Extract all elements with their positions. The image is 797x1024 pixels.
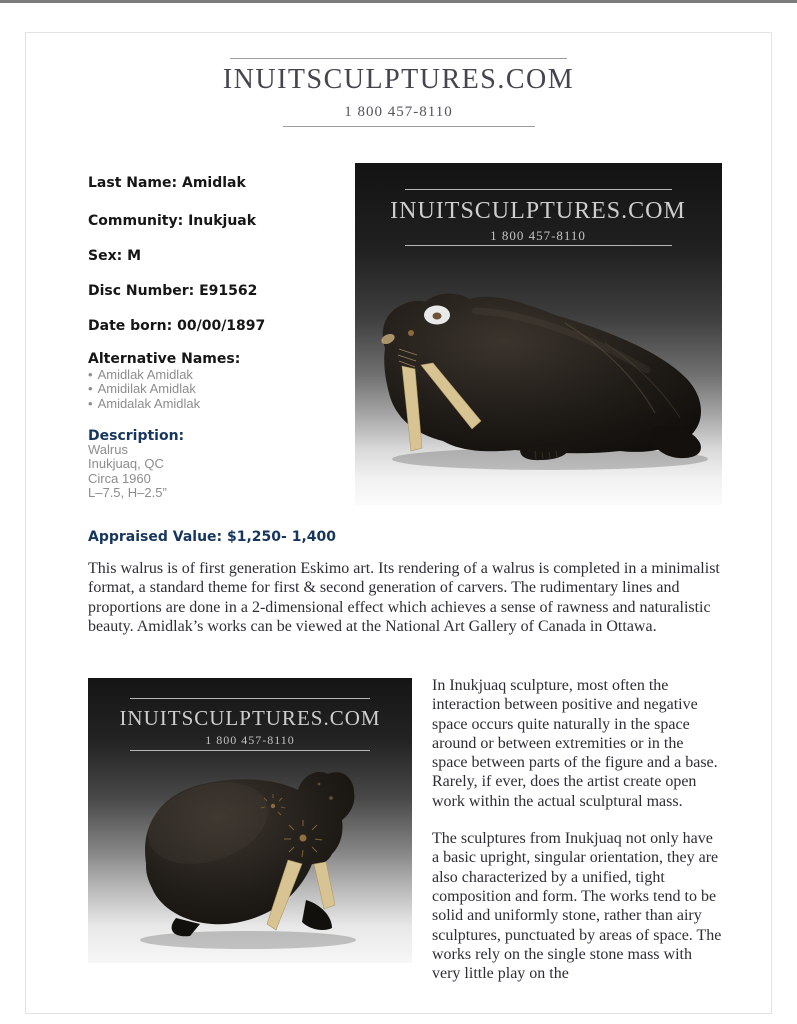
top-bar bbox=[0, 0, 797, 3]
header-rule-top bbox=[230, 58, 567, 59]
field-date-born: Date born: 00/00/1897 bbox=[88, 318, 266, 334]
bullet-marker: • bbox=[88, 395, 93, 411]
alt-names-list bbox=[88, 368, 200, 411]
secondary-photo bbox=[88, 678, 412, 963]
alt-name-text: Amidlak Amidlak bbox=[97, 367, 193, 382]
field-sex: Sex: M bbox=[88, 248, 142, 264]
description-line: Walrus bbox=[88, 442, 128, 457]
wrap-paragraph-2: The sculptures from Inukjuaq not only have a basic upright, singular orientation, they are also characterized by a unified, tight composition and form. The works tend to be solid and uniformly stone, rather than airy sculptures, punctuated by areas of space. The works rely on the single stone mass with very little play on the bbox=[432, 830, 722, 983]
alt-name-item bbox=[88, 382, 200, 396]
photo-watermark-title: INUITSCULPTURES.COM bbox=[390, 198, 686, 224]
field-disc-number: Disc Number: E91562 bbox=[88, 283, 258, 299]
appraised-value: Appraised Value: $1,250- 1,400 bbox=[88, 529, 336, 545]
photo-watermark-title: INUITSCULPTURES.COM bbox=[119, 706, 381, 730]
eye bbox=[408, 330, 414, 336]
wrap-section bbox=[88, 676, 722, 983]
alt-name-item bbox=[88, 397, 200, 411]
site-title: INUITSCULPTURES.COM bbox=[222, 64, 575, 95]
alt-names-heading: Alternative Names: bbox=[88, 351, 241, 367]
alt-name-text: Amidilak Amidlak bbox=[97, 381, 196, 397]
field-community: Community: Inukjuak bbox=[88, 213, 257, 229]
description-line: L–7.5, H–2.5” bbox=[88, 484, 167, 500]
walrus-photo-front-view bbox=[88, 678, 412, 963]
wrap-paragraph-1: In Inukjuaq sculpture, most often the interaction between positive and negative space occurs quite naturally in the space around or between extremities or in the space between parts of the figure and a base. Rarely, if ever, does the artist create open work within the actual sculptural mass. bbox=[432, 677, 718, 810]
photo-watermark-phone: 1 800 457-8110 bbox=[490, 228, 586, 243]
site-phone: 1 800 457-8110 bbox=[344, 104, 453, 120]
photo-watermark-phone: 1 800 457-8110 bbox=[205, 733, 295, 747]
field-last-name: Last Name: Amidlak bbox=[88, 175, 246, 191]
description-line: Inukjuaq, QC bbox=[88, 456, 164, 472]
description-line: Circa 1960 bbox=[88, 470, 151, 486]
header-rule-bottom bbox=[283, 126, 535, 127]
bullet-marker: • bbox=[88, 381, 93, 397]
alt-name-text: Amidalak Amidlak bbox=[97, 395, 201, 411]
alt-name-item bbox=[88, 368, 200, 382]
intro-paragraph: This walrus is of first generation Eskimo art. Its rendering of a walrus is completed in a minimalist format, a standard theme for first & second generation of carvers. The rudimentary lines and proportions are done in a 2-dimensional effect which achieves a sense of rawness and naturalistic beauty. Amidlak’s works can be viewed at the National Art Gallery of Canada in Ottawa. bbox=[88, 560, 720, 635]
walrus-photo-side-view bbox=[355, 163, 722, 505]
description-heading: Description: bbox=[88, 428, 185, 444]
description-lines bbox=[88, 443, 167, 500]
main-photo bbox=[355, 163, 722, 505]
bullet-marker: • bbox=[88, 367, 93, 382]
